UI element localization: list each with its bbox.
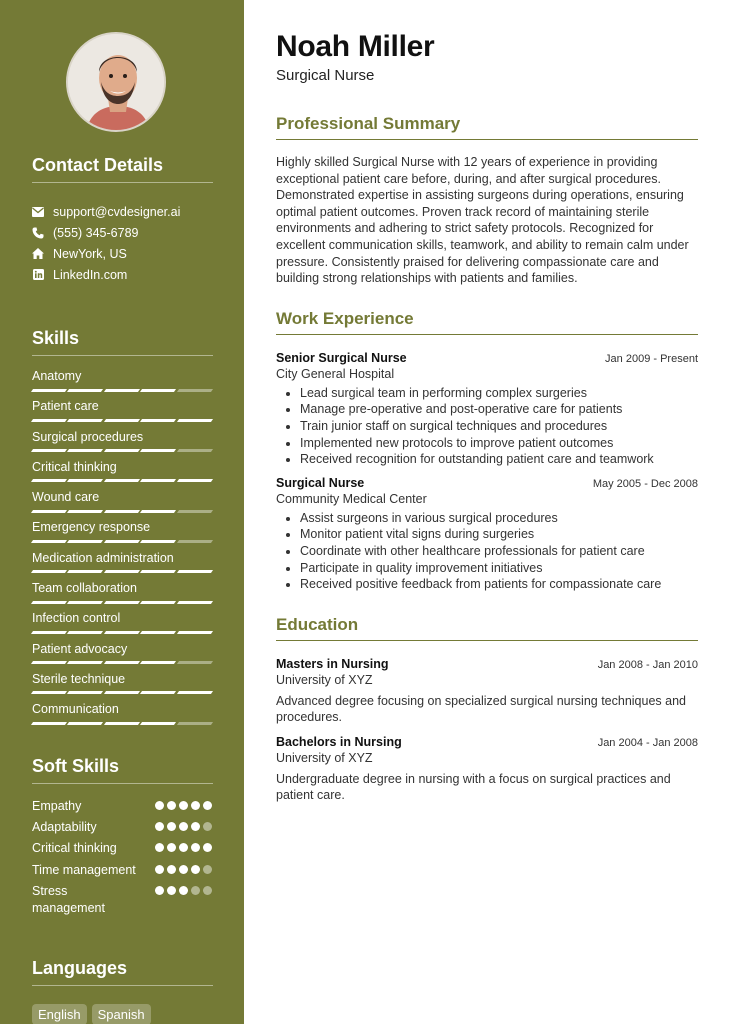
soft-skill-item	[32, 840, 212, 857]
skill-name: Team collaboration	[32, 581, 137, 596]
soft-skill-name: Critical thinking	[32, 841, 117, 855]
education-dates: Jan 2008 - Jan 2010	[597, 658, 698, 671]
skill-level-segment	[177, 419, 214, 422]
contact-email-text: support@cvdesigner.ai	[53, 204, 181, 219]
rating-dot	[179, 843, 188, 852]
skill-level-segment	[140, 449, 177, 452]
education-degree: Masters in Nursing	[276, 656, 389, 671]
skill-level-segment	[31, 661, 68, 664]
education-degree: Bachelors in Nursing	[276, 734, 402, 749]
skill-name: Infection control	[32, 611, 121, 626]
skill-level-segment	[104, 479, 141, 482]
skill-level-bar	[32, 510, 212, 513]
skills-list	[32, 356, 213, 720]
language-pill: Spanish	[92, 1004, 151, 1024]
skill-level-bar	[32, 389, 212, 392]
soft-skill-item	[32, 819, 212, 836]
soft-skills-list	[32, 798, 213, 916]
skill-level-segment	[104, 540, 141, 543]
skill-level-segment	[31, 540, 68, 543]
skill-level-segment	[67, 449, 104, 452]
summary-section	[276, 114, 698, 287]
person-photo-icon	[68, 34, 166, 132]
soft-skill-rating	[155, 798, 212, 815]
contact-location-text: NewYork, US	[53, 246, 127, 261]
skill-level-segment	[31, 479, 68, 482]
skill-level-segment	[31, 722, 68, 725]
skill-level-segment	[67, 601, 104, 604]
job-dates: May 2005 - Dec 2008	[592, 477, 698, 490]
skill-level-segment	[140, 419, 177, 422]
candidate-role: Surgical Nurse	[276, 67, 375, 84]
phone-icon	[32, 227, 44, 239]
skill-name: Patient care	[32, 399, 99, 414]
skill-level-segment	[67, 722, 104, 725]
education-header	[276, 735, 698, 749]
soft-skill-rating	[155, 840, 212, 857]
job-bullet: • Received positive feedback from patients for compassionate care	[300, 576, 698, 593]
education-dates: Jan 2004 - Jan 2008	[597, 736, 698, 749]
skill-level-segment	[177, 510, 214, 513]
job-bullet: • Manage pre-operative and post-operative care for patients	[300, 401, 698, 418]
skill-level-segment	[104, 389, 141, 392]
skill-level-segment	[177, 449, 214, 452]
skill-level-segment	[140, 661, 177, 664]
rating-dot	[203, 822, 212, 831]
education-entry	[276, 735, 698, 804]
contact-phone[interactable]	[32, 222, 213, 243]
soft-skill-rating	[155, 883, 212, 916]
soft-skill-name: Adaptability	[32, 820, 97, 834]
skill-level-segment	[31, 570, 68, 573]
soft-skill-item	[32, 798, 212, 815]
education-school: University of XYZ	[276, 672, 373, 687]
sidebar	[0, 0, 244, 1024]
contact-list	[32, 201, 213, 285]
contact-section	[32, 155, 213, 285]
rating-dot	[191, 801, 200, 810]
skill-level-segment	[140, 722, 177, 725]
skill-level-segment	[31, 389, 68, 392]
skill-name: Surgical procedures	[32, 429, 144, 444]
skill-level-segment	[31, 631, 68, 634]
skill-level-segment	[67, 570, 104, 573]
skill-level-bar	[32, 722, 212, 725]
job-bullet: • Received recognition for outstanding patient care and teamwork	[300, 451, 698, 468]
rating-dot	[191, 865, 200, 874]
rating-dot	[155, 843, 164, 852]
skill-name: Patient advocacy	[32, 641, 128, 656]
skill-level-segment	[177, 631, 214, 634]
skill-level-segment	[67, 631, 104, 634]
education-desc: Undergraduate degree in nursing with a focus on surgical practices and patient care.	[276, 771, 671, 803]
rating-dot	[155, 886, 164, 895]
skill-level-segment	[31, 601, 68, 604]
skill-level-bar	[32, 631, 212, 634]
rating-dot	[179, 801, 188, 810]
skill-level-segment	[177, 661, 214, 664]
experience-title: Work Experience	[276, 309, 698, 335]
rating-dot	[191, 886, 200, 895]
job-bullet: • Assist surgeons in various surgical procedures	[300, 510, 698, 527]
rating-dot	[179, 822, 188, 831]
candidate-name: Noah Miller	[276, 30, 435, 63]
contact-location	[32, 243, 213, 264]
rating-dot	[203, 865, 212, 874]
skill-level-segment	[104, 661, 141, 664]
skill-level-segment	[177, 570, 214, 573]
skill-level-segment	[104, 631, 141, 634]
skill-level-segment	[67, 540, 104, 543]
job-title: Senior Surgical Nurse	[276, 350, 407, 365]
job-header	[276, 351, 698, 365]
skill-level-segment	[31, 419, 68, 422]
skill-level-segment	[67, 419, 104, 422]
skill-level-bar	[32, 601, 212, 604]
job-bullets	[276, 510, 698, 593]
job-entry	[276, 476, 698, 593]
languages-list	[32, 1004, 213, 1024]
soft-skill-name: Empathy	[32, 799, 82, 813]
skill-level-segment	[177, 389, 214, 392]
skills-section	[32, 328, 213, 720]
rating-dot	[167, 843, 176, 852]
skill-level-bar	[32, 570, 212, 573]
rating-dot	[167, 801, 176, 810]
education-title: Education	[276, 615, 698, 641]
skill-level-segment	[177, 540, 214, 543]
job-bullet: • Participate in quality improvement initiatives	[300, 560, 698, 577]
job-bullet: • Train junior staff on surgical techniques and procedures	[300, 418, 698, 435]
contact-linkedin-text: LinkedIn.com	[53, 267, 128, 282]
job-bullets	[276, 385, 698, 468]
summary-text: Highly skilled Surgical Nurse with 12 years of experience in providing exceptional patient care before, during, and after surgical procedures. Demonstrated expertise in assisting surgeons during operations, ensuring optimal patient outcomes. Proven track record of maintaining sterile environments and adhering to strict safety protocols. Recognized for excellent communication skills, teamwork, and ability to remain calm under pressure. Consistently praised for delivering compassionate care and building strong relationships with patients and families.	[276, 155, 689, 286]
rating-dot	[191, 843, 200, 852]
skill-level-segment	[104, 510, 141, 513]
job-bullet: • Coordinate with other healthcare professionals for patient care	[300, 543, 698, 560]
skill-level-segment	[140, 389, 177, 392]
experience-section	[276, 309, 698, 593]
skill-level-segment	[67, 510, 104, 513]
skill-level-segment	[67, 479, 104, 482]
skills-title: Skills	[32, 328, 213, 356]
languages-section	[32, 958, 213, 1024]
skill-name: Medication administration	[32, 550, 174, 565]
skill-level-segment	[140, 631, 177, 634]
language-pill: English	[32, 1004, 87, 1024]
rating-dot	[203, 801, 212, 810]
skill-level-bar	[32, 449, 212, 452]
job-bullet: • Monitor patient vital signs during surgeries	[300, 526, 698, 543]
skill-level-bar	[32, 419, 212, 422]
skill-level-bar	[32, 661, 212, 664]
job-bullet: • Implemented new protocols to improve patient outcomes	[300, 435, 698, 452]
soft-skill-item	[32, 862, 212, 879]
job-header	[276, 476, 698, 490]
skill-level-bar	[32, 479, 212, 482]
rating-dot	[155, 801, 164, 810]
skill-name: Communication	[32, 702, 119, 717]
job-dates: Jan 2009 - Present	[605, 352, 698, 365]
summary-title: Professional Summary	[276, 114, 698, 140]
rating-dot	[203, 886, 212, 895]
skill-level-segment	[177, 601, 214, 604]
skill-level-segment	[140, 601, 177, 604]
skill-level-segment	[140, 479, 177, 482]
skill-level-segment	[177, 722, 214, 725]
skill-level-segment	[104, 570, 141, 573]
skill-level-segment	[31, 510, 68, 513]
rating-dot	[155, 865, 164, 874]
skill-level-segment	[67, 389, 104, 392]
skill-level-segment	[104, 601, 141, 604]
skill-level-segment	[177, 479, 214, 482]
rating-dot	[179, 865, 188, 874]
soft-skill-rating	[155, 862, 212, 879]
skill-level-segment	[140, 570, 177, 573]
rating-dot	[167, 822, 176, 831]
job-entry	[276, 351, 698, 468]
skill-item	[32, 356, 213, 386]
skill-level-segment	[67, 661, 104, 664]
rating-dot	[167, 886, 176, 895]
envelope-icon	[32, 206, 44, 218]
skill-level-segment	[104, 419, 141, 422]
skill-level-segment	[140, 510, 177, 513]
skill-level-bar	[32, 540, 212, 543]
education-entry	[276, 657, 698, 726]
soft-skill-name: Time management	[32, 862, 136, 877]
skill-level-segment	[104, 449, 141, 452]
contact-phone-text: (555) 345-6789	[53, 225, 139, 240]
languages-title: Languages	[32, 958, 213, 986]
rating-dot	[179, 886, 188, 895]
rating-dot	[155, 822, 164, 831]
rating-dot	[167, 865, 176, 874]
main-content	[276, 30, 698, 804]
skill-level-segment	[140, 540, 177, 543]
linkedin-icon	[32, 269, 44, 281]
soft-skill-rating	[155, 819, 212, 836]
skill-name: Critical thinking	[32, 459, 117, 474]
soft-skill-name: Stress management	[32, 884, 105, 915]
job-org: Community Medical Center	[276, 491, 427, 506]
soft-skills-section	[32, 756, 213, 921]
job-org: City General Hospital	[276, 366, 395, 381]
skill-name: Emergency response	[32, 520, 151, 535]
skill-name: Wound care	[32, 490, 100, 505]
education-header	[276, 657, 698, 671]
skill-level-segment	[104, 722, 141, 725]
contact-linkedin[interactable]	[32, 264, 213, 285]
skill-level-segment	[31, 449, 68, 452]
rating-dot	[203, 843, 212, 852]
education-desc: Advanced degree focusing on specialized surgical nursing techniques and procedures.	[276, 693, 686, 725]
skill-name: Anatomy	[32, 369, 82, 383]
contact-title: Contact Details	[32, 155, 213, 183]
education-school: University of XYZ	[276, 750, 373, 765]
contact-email[interactable]	[32, 201, 213, 222]
avatar	[66, 32, 166, 132]
education-section	[276, 615, 698, 804]
home-icon	[32, 248, 44, 260]
rating-dot	[191, 822, 200, 831]
soft-skills-title: Soft Skills	[32, 756, 213, 784]
soft-skill-item	[32, 883, 212, 916]
job-title: Surgical Nurse	[276, 475, 365, 490]
job-bullet: • Lead surgical team in performing complex surgeries	[300, 385, 698, 402]
skill-name: Sterile technique	[32, 671, 126, 686]
